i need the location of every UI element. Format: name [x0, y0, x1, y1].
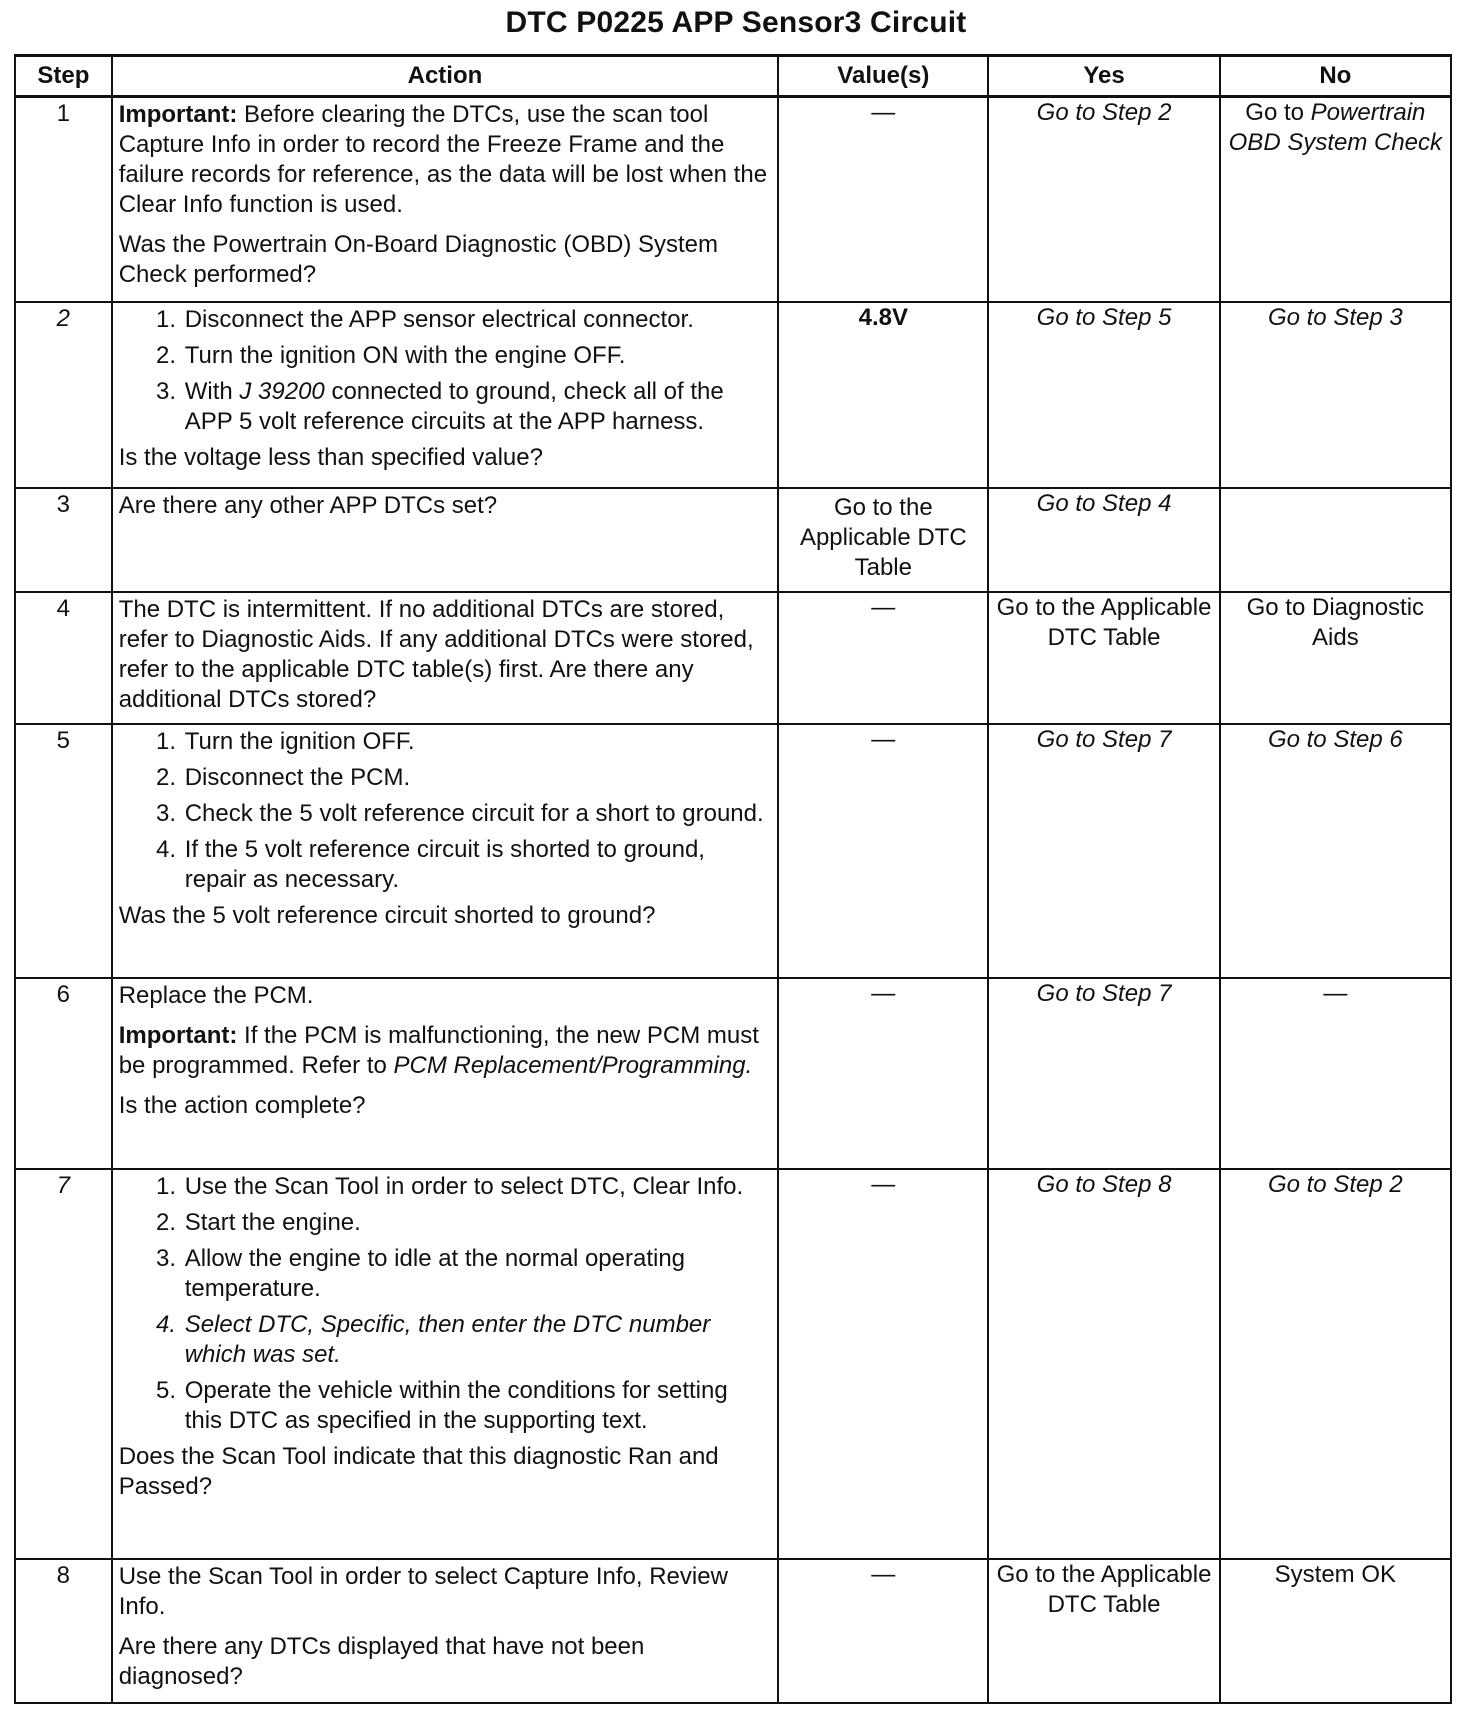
no-cell: — [1220, 978, 1451, 1169]
step-number: 6 [15, 978, 112, 1169]
column-header-no: No [1220, 56, 1451, 97]
step-number: 3 [15, 488, 112, 592]
list-item: 2. Turn the ignition ON with the engine OFF. [183, 341, 771, 371]
value-cell: — [778, 724, 988, 978]
no-reference: Powertrain OBD System Check [1228, 99, 1443, 156]
value-cell: Go to the Applicable DTC Table [778, 488, 988, 592]
table-header [15, 56, 1451, 97]
action-question: Are there any DTCs displayed that have not been diagnosed? [118, 1632, 645, 1690]
yes-cell: Go to the Applicable DTC Table [988, 592, 1219, 724]
page-title: DTC P0225 APP Sensor3 Circuit [505, 6, 967, 39]
header-row [15, 56, 1451, 97]
important-text: If the PCM is malfunctioning, the new PCM must be programmed. Refer to [118, 1021, 759, 1079]
important-label: Important: [118, 101, 238, 128]
action-steps [119, 1172, 771, 1436]
value-cell: — [778, 978, 988, 1169]
step-number: 8 [15, 1559, 112, 1703]
list-item: 4. If the 5 volt reference circuit is shorted to ground, repair as necessary. [183, 835, 771, 895]
action-cell [112, 592, 778, 724]
action-text: Use the Scan Tool in order to select Capture Info, Review Info. [118, 1562, 728, 1620]
column-header-action: Action [112, 56, 778, 97]
column-header-step: Step [15, 56, 112, 97]
action-steps [119, 305, 771, 437]
list-item: 1. Disconnect the APP sensor electrical connector. [183, 305, 771, 335]
procedure-reference: PCM Replacement/Programming. [393, 1051, 753, 1079]
action-cell [112, 1559, 778, 1703]
yes-cell: Go to the Applicable DTC Table [988, 1559, 1219, 1703]
no-cell: Go to Step 6 [1220, 724, 1451, 978]
action-cell [112, 302, 778, 488]
no-cell: Go to Step 3 [1220, 302, 1451, 488]
yes-cell: Go to Step 5 [988, 302, 1219, 488]
table-row [15, 978, 1451, 1169]
no-cell: Go to Diagnostic Aids [1220, 592, 1451, 724]
value-cell: — [778, 97, 988, 302]
step-number: 7 [15, 1169, 112, 1559]
value-cell: — [778, 1559, 988, 1703]
table-row [15, 97, 1451, 302]
important-note [119, 100, 771, 220]
yes-cell: Go to Step 2 [988, 97, 1219, 302]
no-prefix: Go to [1245, 99, 1304, 126]
yes-cell: Go to Step 8 [988, 1169, 1219, 1559]
step-number: 5 [15, 724, 112, 978]
action-text: The DTC is intermittent. If no additional DTCs are stored, refer to Diagnostic Aids. If any additional DTCs were stored, refer to the applicable DTC table(s) first. Are there any additional DTCs stored? [118, 595, 754, 713]
table-row [15, 1559, 1451, 1703]
action-cell [112, 97, 778, 302]
list-item: 2. Disconnect the PCM. [183, 763, 771, 793]
table-row [15, 302, 1451, 488]
no-cell [1220, 488, 1451, 592]
no-cell: System OK [1220, 1559, 1451, 1703]
list-item: 5. Operate the vehicle within the conditions for setting this DTC as specified in the supporting text. [183, 1376, 771, 1436]
list-item: 3. With J 39200 connected to ground, check all of the APP 5 volt reference circuits at the APP harness. [183, 377, 771, 437]
important-text: Before clearing the DTCs, use the scan tool Capture Info in order to record the Freeze Frame and the failure records for reference, as the data will be lost when the Clear Info function is used. [118, 101, 768, 218]
action-question: Was the Powertrain On-Board Diagnostic (OBD) System Check performed? [118, 231, 719, 288]
list-item: 4. Select DTC, Specific, then enter the DTC number which was set. [183, 1310, 771, 1370]
yes-cell: Go to Step 7 [988, 724, 1219, 978]
value-cell: — [778, 592, 988, 724]
no-cell: Go to Step 2 [1220, 1169, 1451, 1559]
value-cell: 4.8V [778, 302, 988, 488]
action-question: Is the action complete? [118, 1091, 366, 1119]
value-cell: — [778, 1169, 988, 1559]
table-row [15, 724, 1451, 978]
column-header-yes: Yes [988, 56, 1219, 97]
list-item: 1. Use the Scan Tool in order to select DTC, Clear Info. [183, 1172, 771, 1202]
action-cell [112, 488, 778, 592]
no-cell [1220, 97, 1451, 302]
yes-cell: Go to Step 4 [988, 488, 1219, 592]
action-cell [112, 978, 778, 1169]
action-cell [112, 724, 778, 978]
action-steps [119, 727, 771, 895]
table-row [15, 592, 1451, 724]
action-question: Are there any other APP DTCs set? [118, 491, 498, 519]
list-item: 3. Allow the engine to idle at the normal operating temperature. [183, 1244, 771, 1304]
action-question: Is the voltage less than specified value? [118, 443, 543, 471]
action-text: Replace the PCM. [118, 981, 314, 1009]
yes-cell: Go to Step 7 [988, 978, 1219, 1169]
list-item: 2. Start the engine. [183, 1208, 771, 1238]
column-header-values: Value(s) [778, 56, 988, 97]
list-item: 3. Check the 5 volt reference circuit for a short to ground. [183, 799, 771, 829]
step-number: 1 [15, 97, 112, 302]
step-number: 4 [15, 592, 112, 724]
action-question: Was the 5 volt reference circuit shorted to ground? [118, 901, 656, 929]
important-label: Important: [118, 1021, 238, 1049]
tool-reference: J 39200 [239, 377, 325, 405]
action-question: Does the Scan Tool indicate that this diagnostic Ran and Passed? [118, 1442, 719, 1500]
action-cell [112, 1169, 778, 1559]
step-number: 2 [15, 302, 112, 488]
diagnostic-table [14, 54, 1452, 1704]
important-note [119, 1021, 771, 1081]
table-row [15, 488, 1451, 592]
list-item: 1. Turn the ignition OFF. [183, 727, 771, 757]
table-row [15, 1169, 1451, 1559]
